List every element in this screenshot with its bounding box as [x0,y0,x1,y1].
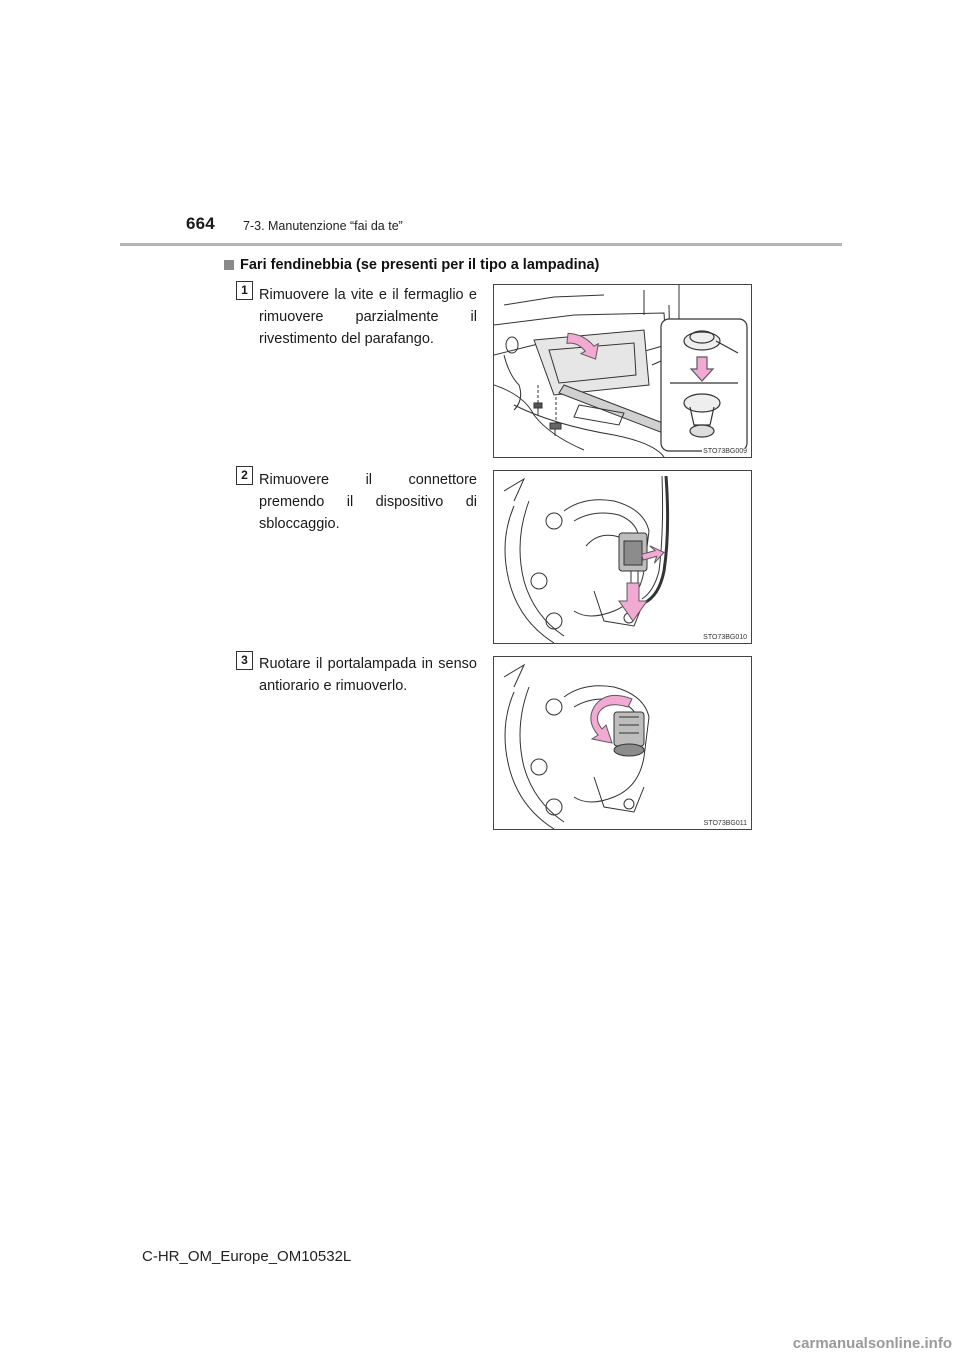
step-3-figure [493,656,752,830]
figure-code: STO73BG010 [703,634,747,641]
subheading-text: Fari fendinebbia (se presenti per il tipo a lampadina) [240,257,600,273]
connector-removal-illustration [494,471,751,643]
figure-code: STO73BG009 [703,448,747,455]
step-1-text: Rimuovere la vite e il fermaglio e rimuovere parzialmente il rivestimento del parafango. [259,287,477,347]
figure-code: STO73BG011 [703,820,747,827]
clip-inset [661,319,747,451]
subheading [224,257,599,273]
step-2-text: Rimuovere il connettore premendo il dispositivo di sbloccaggio. [259,472,477,532]
fender-liner-illustration [494,285,751,457]
step-1-figure [493,284,752,458]
step-1-number: 1 [236,281,253,300]
step-2-figure [493,470,752,644]
document-footer: C-HR_OM_Europe_OM10532L [142,1248,352,1265]
square-bullet-icon [224,260,234,270]
arrow-down-icon [619,583,647,621]
bulb-holder-removal-illustration [494,657,751,829]
step-2-number: 2 [236,466,253,485]
header-rule [120,243,842,246]
page-number: 664 [186,214,215,233]
section-title: 7-3. Manutenzione “fai da te” [243,219,403,233]
watermark: carmanualsonline.info [792,1335,952,1352]
step-3-number: 3 [236,651,253,670]
step-3-text: Ruotare il portalampada in senso antiorario e rimuoverlo. [259,656,477,694]
